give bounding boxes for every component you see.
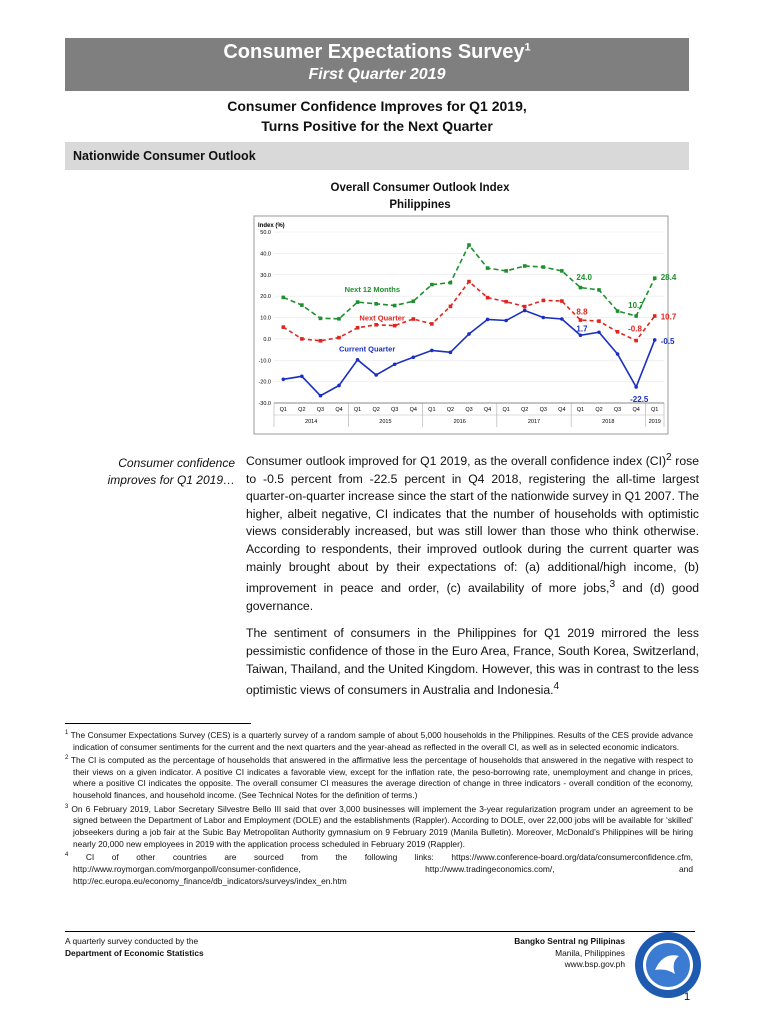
side-note: Consumer confidence improves for Q1 2019… <box>107 456 235 487</box>
data-point <box>560 317 564 321</box>
series-label: Current Quarter <box>339 344 396 354</box>
footnote-rule <box>65 723 251 724</box>
y-tick-label: -10.0 <box>258 358 271 365</box>
data-label: 24.0 <box>576 273 593 283</box>
footnotes <box>65 728 693 887</box>
data-point <box>523 264 527 268</box>
headline <box>65 96 689 136</box>
data-point <box>504 300 508 304</box>
x-tick-label: Q2 <box>298 407 306 413</box>
chart-title-line-1: Overall Consumer Outlook Index <box>330 182 510 194</box>
data-point <box>467 280 471 284</box>
data-point <box>653 314 657 318</box>
data-point <box>281 296 285 300</box>
data-point <box>486 318 490 322</box>
data-point <box>541 265 545 269</box>
paragraph-2: The sentiment of consumers in the Philippines for Q1 2019 mirrored the less pessimistic confidence of those in the Euro Area, France, South Korea, Switzerland, Taiwan, Thailand, and the United Kingdom. However, this was in contrast to the less optimistic views of consumers in Australia and Indonesia.$^4$ <box>246 626 699 698</box>
data-point <box>449 305 453 309</box>
data-point <box>560 299 564 303</box>
data-point <box>616 330 620 334</box>
data-point <box>337 336 341 340</box>
data-point <box>374 302 378 306</box>
x-tick-label: Q2 <box>446 407 455 413</box>
x-year-label: 2014 <box>305 419 318 425</box>
series-label: Next Quarter <box>359 313 405 323</box>
data-point <box>523 309 527 313</box>
data-point <box>411 299 415 303</box>
chart-title-line-2: Philippines <box>389 199 451 211</box>
headline-line-1: Consumer Confidence Improves for Q1 2019, <box>227 98 527 114</box>
page-number: 1 <box>684 991 691 1003</box>
x-tick-label: Q3 <box>465 407 473 413</box>
data-point <box>579 333 583 337</box>
footnote-1: $^1$ The Consumer Expectations Survey (CES) is a quarterly survey of a random sample of about 5,000 households in the Philippines. Results of the CES provide advance indication of consumer sentiments for the current and the next quarters and the year-ahead as reflected in the overall CI, as well as in selected economic indicators. <box>65 729 693 752</box>
data-point <box>374 373 378 377</box>
data-point <box>467 243 471 247</box>
data-point <box>411 355 415 359</box>
data-point <box>430 349 434 353</box>
x-year-label: 2019 <box>648 419 661 425</box>
data-label: 10.7 <box>660 312 677 322</box>
data-point <box>486 266 490 270</box>
chart-title <box>290 180 550 214</box>
data-point <box>319 339 323 343</box>
x-tick-label: Q3 <box>391 407 399 413</box>
data-point <box>300 337 304 341</box>
data-point <box>430 322 434 326</box>
data-label: 8.8 <box>576 307 588 317</box>
data-point <box>393 363 397 367</box>
x-tick-label: Q1 <box>279 407 287 413</box>
data-point <box>449 281 453 285</box>
data-point <box>616 309 620 313</box>
y-tick-label: 10.0 <box>260 315 271 322</box>
report-subtitle: First Quarter 2019 <box>308 66 446 83</box>
data-point <box>523 305 527 309</box>
data-point <box>634 339 638 343</box>
x-tick-label: Q4 <box>632 407 640 413</box>
data-point <box>634 385 638 389</box>
footer-left: A quarterly survey conducted by the Department of Economic Statistics <box>65 936 204 958</box>
section-title: Nationwide Consumer Outlook <box>73 149 256 163</box>
section-bar <box>65 142 689 170</box>
data-point <box>634 314 638 318</box>
data-point <box>449 351 453 355</box>
x-tick-label: Q3 <box>613 407 622 413</box>
data-point <box>411 317 415 321</box>
x-year-label: 2017 <box>527 419 541 425</box>
x-tick-label: Q1 <box>651 407 659 413</box>
data-point <box>430 283 434 287</box>
data-point <box>504 269 508 273</box>
report-title: Consumer Expectations Survey$^1$ <box>223 41 531 63</box>
x-tick-label: Q4 <box>409 407 417 413</box>
data-point <box>356 300 360 304</box>
x-tick-label: Q2 <box>372 407 380 413</box>
data-label: -0.8 <box>628 324 642 334</box>
data-point <box>356 326 360 330</box>
data-point <box>616 352 620 356</box>
x-year-label: 2018 <box>602 419 615 425</box>
x-tick-label: Q2 <box>521 407 529 413</box>
y-tick-label: 30.0 <box>260 272 271 279</box>
x-year-label: 2016 <box>453 419 466 425</box>
data-point <box>337 317 341 321</box>
x-year-label: 2015 <box>379 419 392 425</box>
data-label: -0.5 <box>660 337 675 347</box>
data-point <box>486 296 490 300</box>
data-point <box>504 319 508 323</box>
data-point <box>300 374 304 378</box>
data-label: -22.5 <box>630 394 649 404</box>
y-tick-label: -20.0 <box>258 379 271 386</box>
data-point <box>393 324 397 328</box>
footnote-4: $^4$ CI of other countries are sourced from the following links: https://www.conference-board.org/data/consumerconfidence.cfm, http://www.roymorgan.com/morganpoll/consumer-confidence, http://www.tradingeconomics.com/, and http://ec.europa.eu/economy_finance/db_indicators/surveys/index_en.htm <box>65 852 693 886</box>
data-label: 1.7 <box>576 324 588 334</box>
data-point <box>653 338 657 342</box>
data-point <box>319 394 323 398</box>
footnote-3: $^3$ On 6 February 2019, Labor Secretary Silvestre Bello III said that over 3,000 businesses will implement the 3-year regularization program under an agreement to be signed between the Department of Labor and Employment (DOLE) and the establishments (Rappler). According to DOLE, over 22,000 jobs will be available for ‘skilled’ jobseekers during a job fair at the Subic Bay Metropolitan Authority gymnasium on 9 February 2019 (Manila Bulletin). Moreover, McDonald’s Philippines will be hiring nearly 20,000 new employees in 2019 with the application process scheduled in February 2019 (Rappler). <box>65 803 693 849</box>
data-point <box>597 288 601 292</box>
footnote-2: $^2$ The CI is computed as the percentage of households that answered in the affirmative less the percentage of households that answered in the negative with respect to their views on a given indicator. A positive CI indicates a favorable view, except for the inflation rate, the peso-borrowing rate, unemployment and change in prices, where a positive CI indicates the opposite. The overall consumer CI measures the average direction of change in three indicators - overall condition of the economy, household finances, and household income. (See Technical Notes for the definition of terms.) <box>65 755 693 801</box>
x-tick-label: Q3 <box>539 407 547 413</box>
x-tick-label: Q2 <box>595 407 603 413</box>
y-tick-label: 0.0 <box>263 336 271 343</box>
y-tick-label: 40.0 <box>260 251 271 258</box>
data-point <box>319 317 323 321</box>
footer-right: Bangko Sentral ng Pilipinas Manila, Philippines www.bsp.gov.ph <box>514 936 625 969</box>
data-point <box>374 323 378 327</box>
data-point <box>541 316 545 320</box>
y-tick-label: -30.0 <box>258 401 271 407</box>
data-point <box>337 384 341 388</box>
data-point <box>467 332 471 336</box>
data-point <box>541 299 545 303</box>
consumer-outlook-chart <box>254 216 677 434</box>
data-point <box>579 286 583 290</box>
footer-rule <box>65 931 695 932</box>
data-point <box>597 319 601 323</box>
y-tick-label: 50.0 <box>260 230 271 236</box>
paragraph-1: Consumer outlook improved for Q1 2019, as the overall confidence index (CI)$^2$ rose to -0.5 percent from -22.5 percent in Q4 2018, registering the all-time largest quarter-on-quarter increase since the start of the nationwide survey in Q1 2007. The higher, albeit negative, CI indicates that the number of households with optimistic views considerably increased, but was still lower than those who think otherwise. According to respondents, their improved outlook during the current quarter was mainly brought about by their expectations of: (a) additional/high income, (b) improvement in peace and order, (c) availability of more jobs,$^3$ and (d) good governance. <box>246 452 699 613</box>
x-tick-label: Q1 <box>502 407 510 413</box>
data-label: 28.4 <box>660 273 677 283</box>
headline-line-2: Turns Positive for the Next Quarter <box>261 118 493 134</box>
x-tick-label: Q1 <box>428 407 436 413</box>
data-point <box>300 303 304 307</box>
data-point <box>597 330 601 334</box>
y-axis-label: Index (%) <box>258 223 285 229</box>
data-point <box>560 269 564 273</box>
series-label: Next 12 Months <box>344 284 401 294</box>
data-label: 10.7 <box>628 300 644 310</box>
body-text <box>246 449 699 710</box>
x-tick-label: Q4 <box>335 407 343 413</box>
bsp-seal-logo <box>633 930 703 1000</box>
data-point <box>281 377 285 381</box>
data-point <box>281 325 285 329</box>
data-point <box>653 276 657 280</box>
x-tick-label: Q1 <box>576 407 585 413</box>
x-tick-label: Q4 <box>558 407 566 413</box>
data-point <box>579 318 583 322</box>
data-point <box>356 358 360 362</box>
x-tick-label: Q3 <box>316 407 325 413</box>
x-tick-label: Q4 <box>483 407 492 413</box>
data-point <box>393 304 397 308</box>
x-tick-label: Q1 <box>353 407 362 413</box>
report-banner <box>65 38 689 91</box>
y-tick-label: 20.0 <box>260 294 271 301</box>
